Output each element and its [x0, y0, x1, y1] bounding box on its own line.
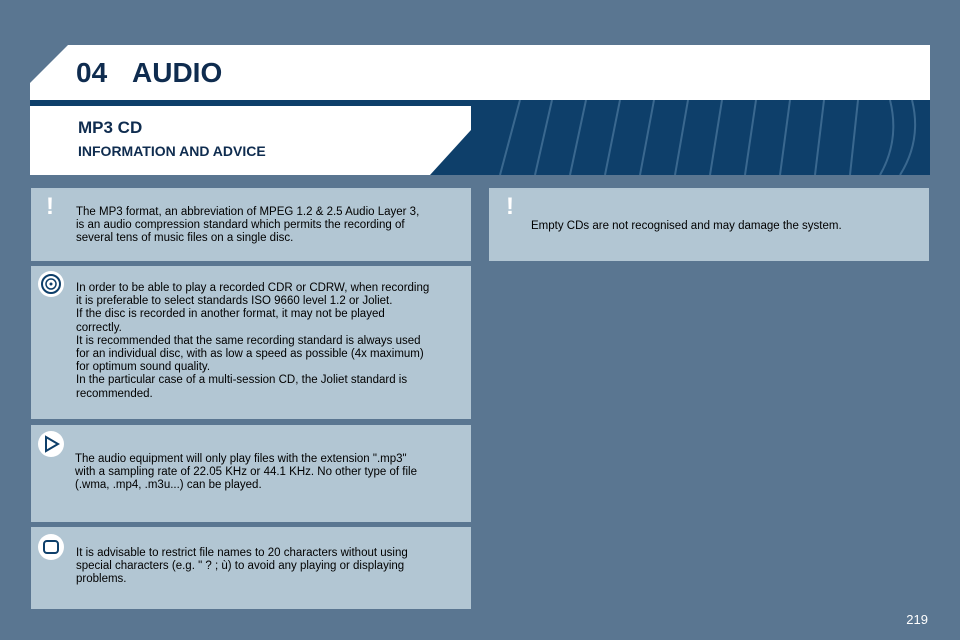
panel-text: The audio equipment will only play files with the extension ".mp3" with a sampling rate of 22.05 KHz or 44.1 KHz. No other type of file (.wma, .mp4, .m3u...) can be played. [75, 453, 417, 492]
info-panel-file-names [31, 527, 471, 609]
panel-text: In order to be able to play a recorded CDR or CDRW, when recording it is preferable to select standards ISO 9660 level 1.2 or Joliet. If the disc is recorded in another format, it may not be played correctly. It is recommended that the same recording standard is always used for an individual disc, with as low a speed as possible (4x maximum) for optimum sound quality. In the particular case of a multi-session CD, the Joliet standard is recommended. [76, 282, 430, 400]
chapter-number: 04 [76, 57, 108, 88]
panel-text: It is advisable to restrict file names to 20 characters without using special characters (e.g. " ? ; ù) to avoid any playing or displaying problems. [76, 547, 408, 586]
info-panel-mp3-format [31, 188, 471, 261]
info-panel-file-extensions [31, 425, 471, 522]
panel-text: Empty CDs are not recognised and may damage the system. [531, 220, 842, 232]
panel-text: The MP3 format, an abbreviation of MPEG 1.2 & 2.5 Audio Layer 3, is an audio compression standard which permits the recording of several tens of music files on a single disc. [76, 206, 420, 245]
section-subtitle: INFORMATION AND ADVICE [78, 143, 266, 159]
info-panel-recording-standards [31, 266, 471, 419]
play-triangle-icon [38, 431, 64, 457]
info-panel-empty-cds [489, 188, 929, 261]
cd-disc-icon [38, 271, 64, 297]
warning-icon: ! [46, 193, 54, 220]
info-square-icon [38, 534, 64, 560]
section-title-box [30, 106, 471, 175]
section-title: MP3 CD [78, 118, 143, 137]
chapter-title: AUDIO [132, 57, 223, 88]
warning-icon: ! [506, 193, 514, 220]
page-number: 219 [906, 612, 928, 627]
